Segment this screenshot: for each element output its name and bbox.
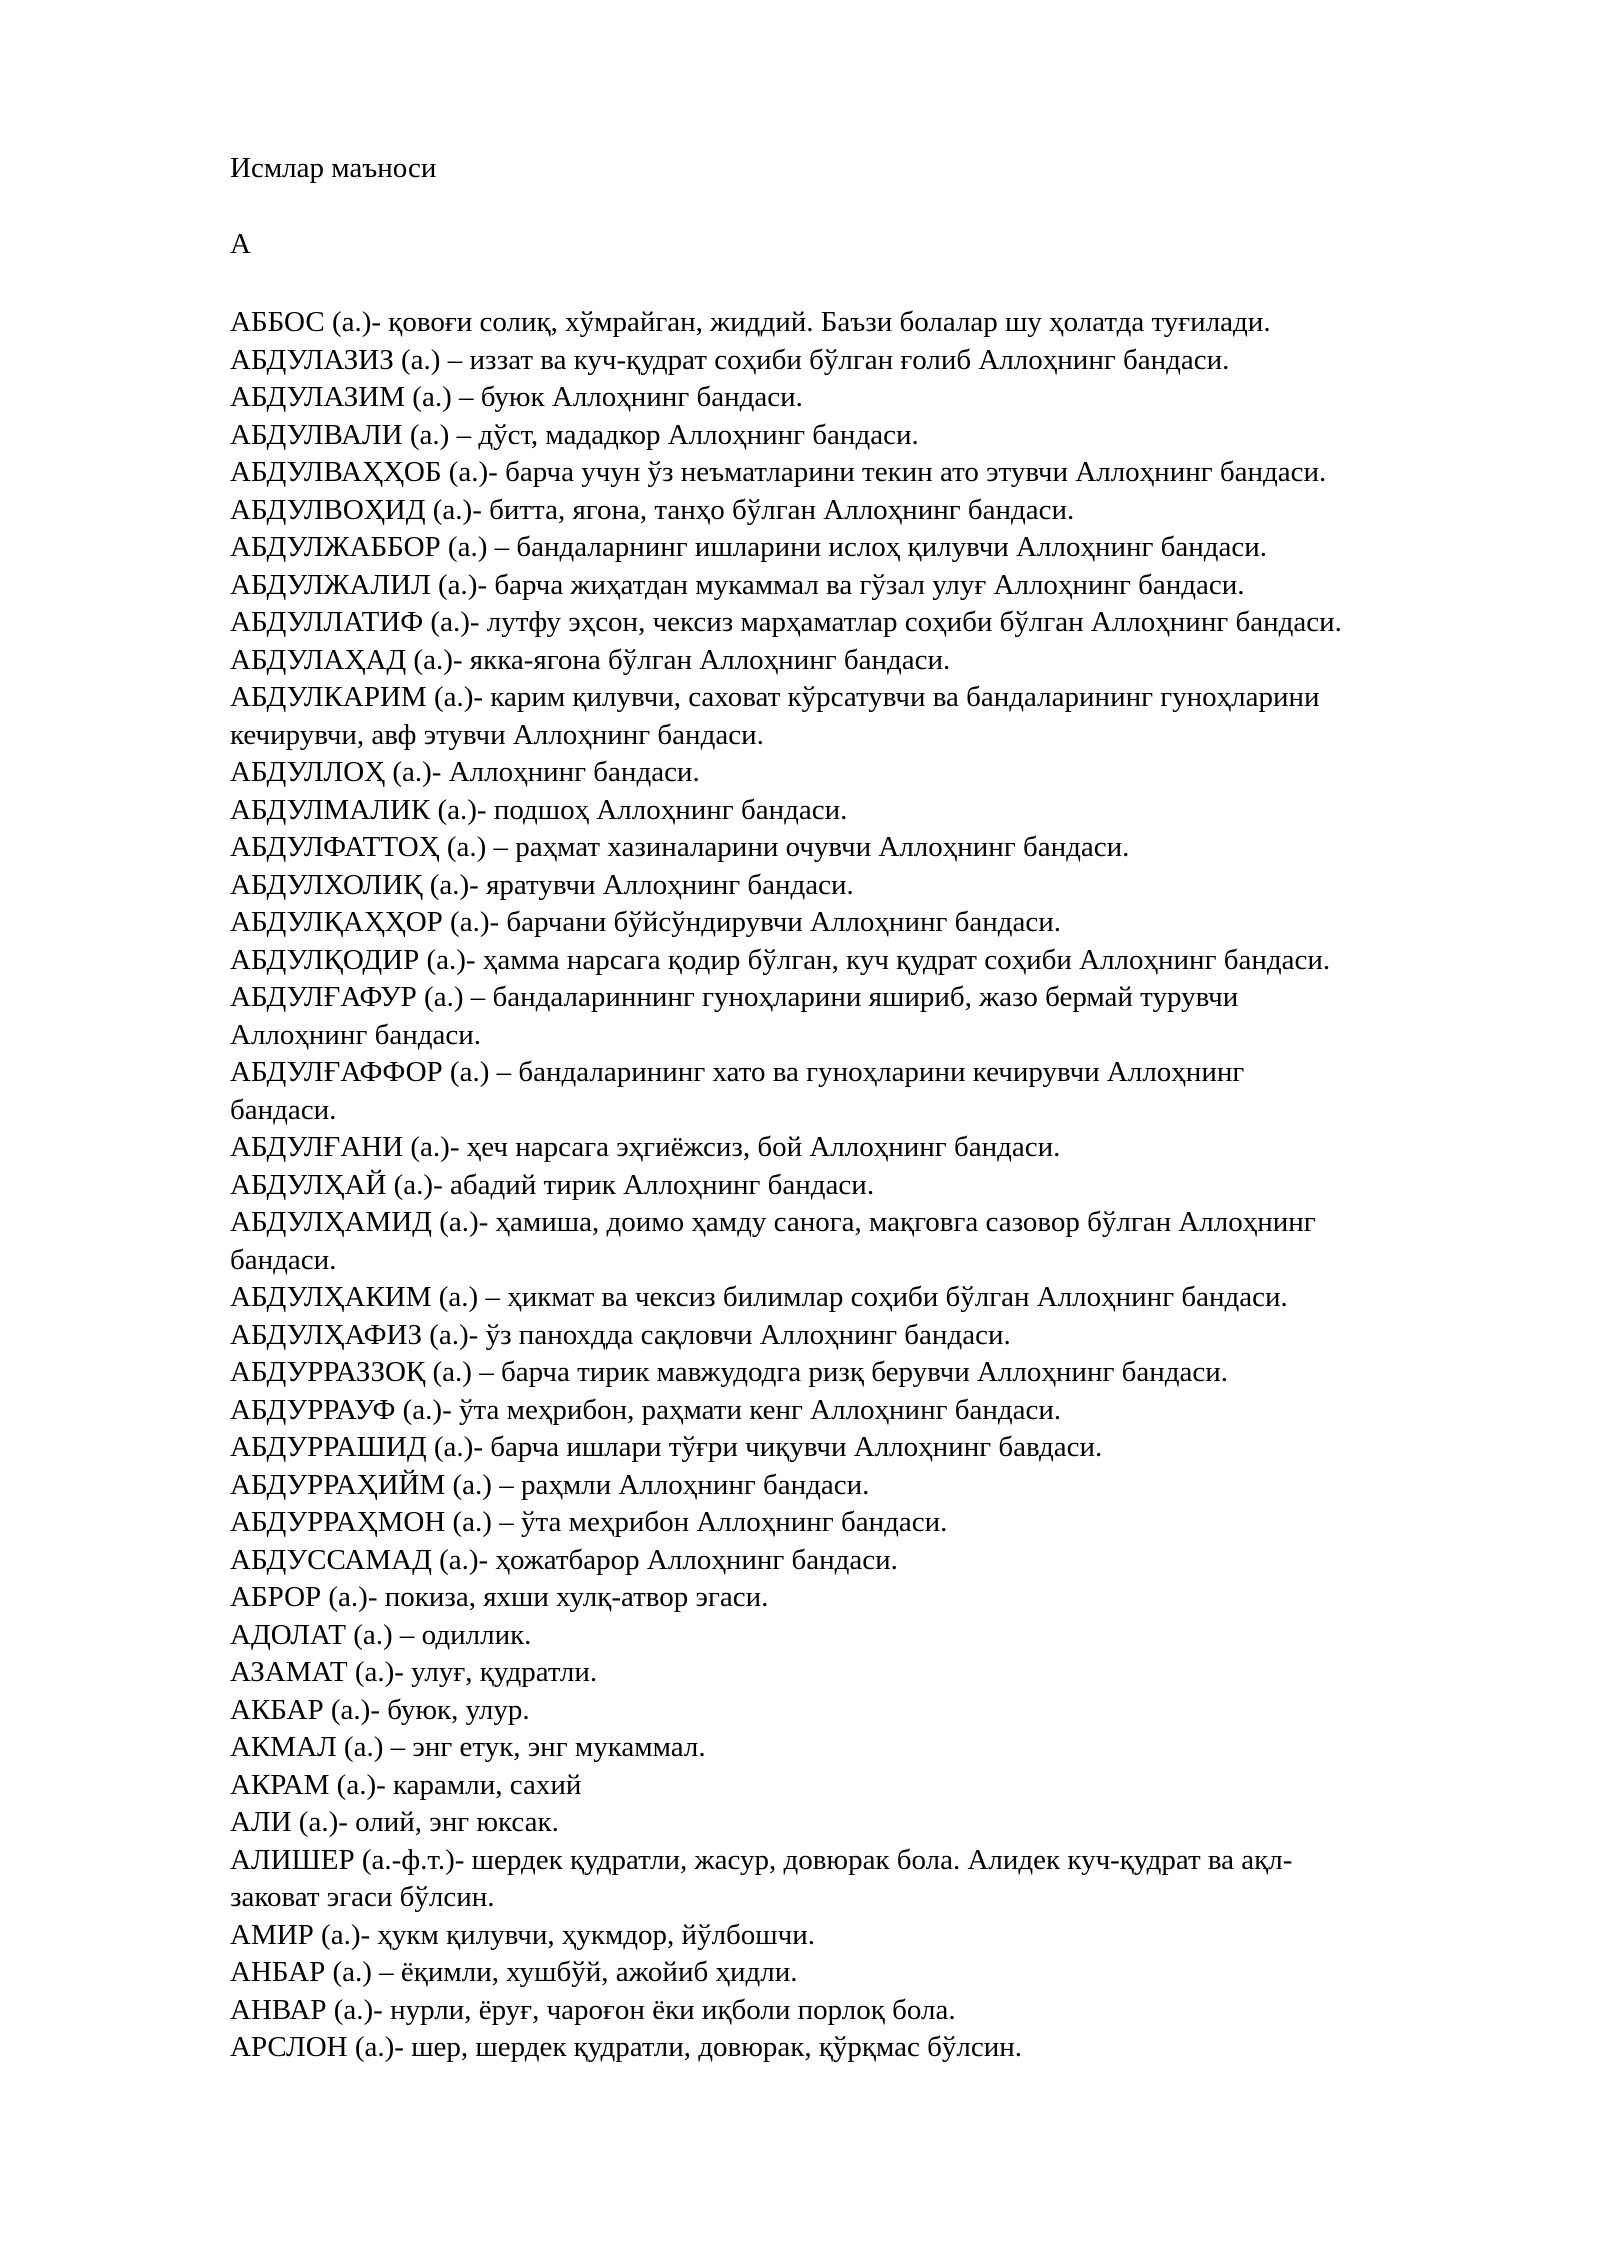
name-entry: АРСЛОН (а.)- шер, шердек қудратли, довюрак, қўрқмас бўлсин.	[230, 2031, 1023, 2063]
name-entry: АБДУЛЛОҲ (а.)- Аллоҳнинг бандаси.	[230, 756, 700, 788]
name-entry: АБДУЛАЗИЗ (а.) – иззат ва куч-қудрат соҳиби бўлган ғолиб Аллоҳнинг бандаси.	[230, 343, 1230, 376]
name-entry: АБДУЛҚОДИР (а.)- ҳамма нарсага қодир бўлган, куч қудрат соҳиби Аллоҳнинг бандаси.	[230, 943, 1331, 976]
name-entry: АБДУЛЖАББОР (а.) – бандаларнинг ишларини ислоҳ қилувчи Аллоҳнинг бандаси.	[230, 531, 1268, 563]
name-entry: АНВАР (а.)- нурли, ёруғ, чароғон ёки иқболи порлоқ бола.	[230, 1993, 956, 2026]
name-entry-continuation: кечирувчи, авф этувчи Аллоҳнинг бандаси.	[230, 718, 764, 751]
name-entry: АБДУЛМАЛИК (а.)- подшоҳ Аллоҳнинг бандаси.	[230, 793, 848, 826]
name-entry: АБРОР (а.)- покиза, яхши хулқ-атвор эгаси.	[230, 1581, 769, 1613]
name-entry: АКМАЛ (а.) – энг етук, энг мукаммал.	[230, 1731, 706, 1763]
name-entry: АБДУЛВАҲҲОБ (а.)- барча учун ўз неъматларини текин ато этувчи Аллоҳнинг бандаси.	[230, 456, 1327, 488]
name-entry: АБДУЛЖАЛИЛ (а.)- барча жиҳатдан мукаммал ва гўзал улуғ Аллоҳнинг бандаси.	[230, 568, 1245, 601]
name-entry: АБДУЛФАТТОҲ (а.) – раҳмат хазиналарини очувчи Аллоҳнинг бандаси.	[230, 831, 1130, 863]
name-entry: АБДУЛҒАНИ (а.)- ҳеч нарсага эҳгиёжсиз, бой Аллоҳнинг бандаси.	[230, 1131, 1061, 1163]
name-entry: АБДУРРАҲИЙМ (а.) – раҳмли Аллоҳнинг бандаси.	[230, 1468, 870, 1501]
name-entry: АБДУЛҲАМИД (а.)- ҳамиша, доимо ҳамду санога, мақговга сазовор бўлган Аллоҳнинг	[230, 1206, 1316, 1238]
section-letter: А	[230, 228, 251, 260]
name-entry-continuation: бандаси.	[230, 1243, 337, 1276]
name-entry: АБДУЛҲАКИМ (а.) – ҳикмат ва чексиз билимлар соҳиби бўлган Аллоҳнинг бандаси.	[230, 1281, 1288, 1313]
name-entry: АБДУЛҲАФИЗ (а.)- ўз панохдда сақловчи Аллоҳнинг бандаси.	[230, 1318, 1011, 1351]
name-entry: АБДУЛКАРИМ (а.)- карим қилувчи, саховат кўрсатувчи ва бандаларининг гуноҳларини	[230, 681, 1320, 713]
name-entry: АДОЛАТ (а.) – одиллик.	[230, 1618, 532, 1651]
name-entry: АБДУЛЛАТИФ (а.)- лутфу эҳсон, чексиз марҳаматлар соҳиби бўлган Аллоҳнинг бандаси.	[230, 606, 1342, 638]
name-entry: АЛИ (а.)- олий, энг юксак.	[230, 1806, 559, 1838]
name-entry: АМИР (а.)- ҳукм қилувчи, ҳукмдор, йўлбошчи.	[230, 1918, 815, 1951]
name-entry: АНБАР (а.) – ёқимли, хушбўй, ажойиб ҳидли.	[230, 1956, 798, 1988]
name-entry: АБДУССАМАД (а.)- ҳожатбарор Аллоҳнинг бандаси.	[230, 1543, 898, 1576]
name-entry: АБДУРРАШИД (а.)- барча ишлари тўғри чиқувчи Аллоҳнинг бавдаси.	[230, 1431, 1103, 1463]
name-entry: АЛИШЕР (а.-ф.т.)- шердек қудратли, жасур, довюрак бола. Алидек куч-қудрат ва ақл-	[230, 1843, 1293, 1876]
name-entry: АБДУРРАУФ (а.)- ўта меҳрибон, раҳмати кенг Аллоҳнинг бандаси.	[230, 1393, 1062, 1426]
document-title: Исмлар маъноси	[230, 152, 437, 184]
name-entry-continuation: бандаси.	[230, 1093, 337, 1126]
name-entry: АБДУЛВАЛИ (а.) – дўст, мададкор Аллоҳнинг бандаси.	[230, 418, 919, 451]
name-entry: АБДУЛВОҲИД (а.)- битта, ягона, танҳо бўлган Аллоҳнинг бандаси.	[230, 493, 1075, 526]
name-entry-continuation: заковат эгаси бўлсин.	[230, 1881, 495, 1913]
name-entry: АБДУЛҒАФУР (а.) – бандалариннинг гуноҳларини яшириб, жазо бермай турувчи	[230, 981, 1239, 1013]
name-entries-list	[230, 304, 1530, 2067]
name-entry: АЗАМАТ (а.)- улуғ, қудратли.	[230, 1656, 598, 1688]
name-entry-continuation: Аллоҳнинг бандаси.	[230, 1018, 482, 1051]
name-entry: АКБАР (а.)- буюк, улур.	[230, 1693, 530, 1726]
name-entry: АБДУЛҲАЙ (а.)- абадий тирик Аллоҳнинг бандаси.	[230, 1168, 875, 1201]
name-entry: АБДУЛАҲАД (а.)- якка-ягона бўлган Аллоҳнинг бандаси.	[230, 643, 951, 676]
name-entry: АБДУЛҚАҲҲОР (а.)- барчани бўйсўндирувчи Аллоҳнинг бандаси.	[230, 906, 1062, 938]
name-entry: АБДУЛАЗИМ (а.) – буюк Аллоҳнинг бандаси.	[230, 381, 803, 413]
name-entry: АКРАМ (а.)- карамли, сахий	[230, 1768, 582, 1801]
name-entry: АБДУРРАЗЗОҚ (а.) – барча тирик мавжудодга ризқ берувчи Аллоҳнинг бандаси.	[230, 1356, 1229, 1388]
name-entry: АББОС (а.)- қовоғи солиқ, хўмрайган, жиддий. Баъзи болалар шу ҳолатда туғилади.	[230, 306, 1271, 338]
name-entry: АБДУРРАҲМОН (а.) – ўта меҳрибон Аллоҳнинг бандаси.	[230, 1506, 948, 1538]
name-entry: АБДУЛҒАФФОР (а.) – бандаларининг хато ва гуноҳларини кечирувчи Аллоҳнинг	[230, 1056, 1245, 1088]
name-entry: АБДУЛХОЛИҚ (а.)- яратувчи Аллоҳнинг бандаси.	[230, 868, 854, 901]
